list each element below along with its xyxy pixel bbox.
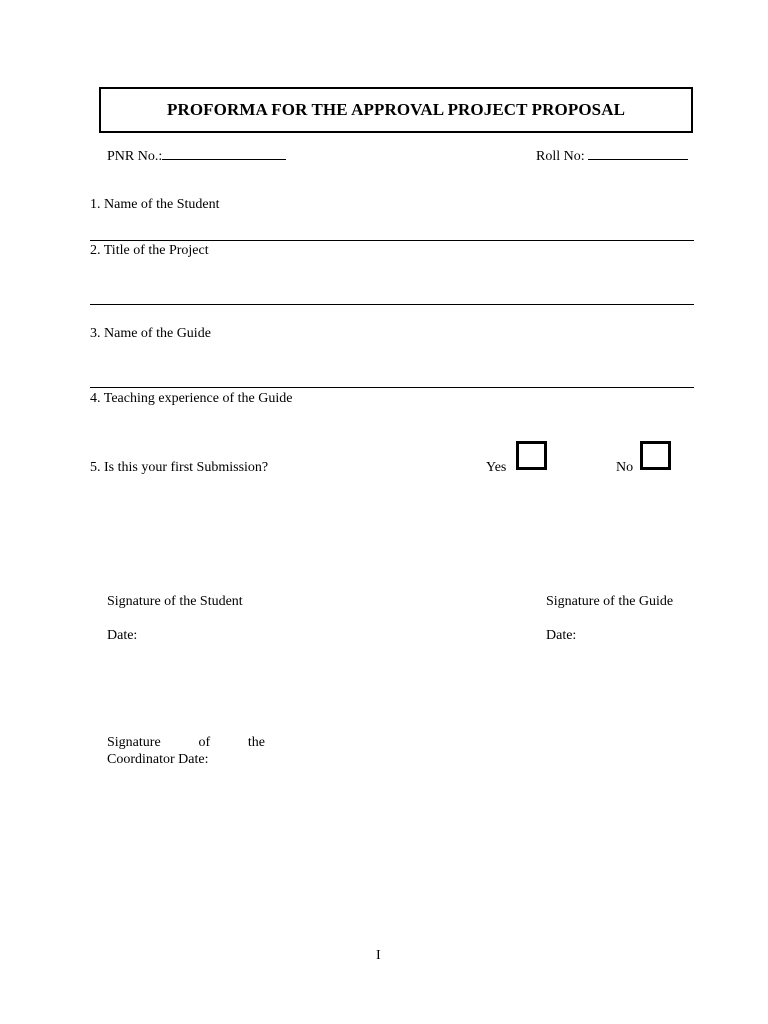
coordinator-signature-line1 (107, 735, 265, 751)
coordinator-date-label: Coordinator Date: (107, 752, 209, 767)
no-option-label: No (616, 460, 634, 475)
form-title: PROFORMA FOR THE APPROVAL PROJECT PROPOSAL (166, 100, 626, 119)
guide-name-label: 3. Name of the Guide (90, 326, 211, 341)
pnr-label: PNR No.: (107, 149, 163, 164)
guide-name-line[interactable] (90, 387, 694, 388)
guide-signature-label: Signature of the Guide (546, 594, 674, 609)
student-signature-label: Signature of the Student (107, 594, 243, 609)
coordinator-word-of: of (198, 735, 211, 750)
guide-date-label: Date: (546, 628, 577, 643)
pnr-field (107, 146, 286, 165)
student-date-label: Date: (107, 628, 138, 643)
roll-field (536, 146, 688, 165)
student-name-label: 1. Name of the Student (90, 197, 220, 212)
roll-blank-line[interactable] (588, 146, 688, 160)
roll-label: Roll No: (536, 149, 585, 164)
project-title-line[interactable] (90, 304, 694, 305)
pnr-blank-line[interactable] (162, 146, 286, 160)
page-number: I (376, 948, 381, 963)
yes-option-label: Yes (486, 460, 507, 475)
first-submission-label: 5. Is this your first Submission? (90, 460, 269, 475)
coordinator-word-the: the (247, 735, 265, 750)
student-name-line[interactable] (90, 240, 694, 241)
form-title-box (99, 87, 693, 133)
yes-checkbox[interactable] (516, 441, 547, 470)
teaching-experience-label: 4. Teaching experience of the Guide (90, 391, 293, 406)
project-title-label: 2. Title of the Project (90, 243, 209, 258)
no-checkbox[interactable] (640, 441, 671, 470)
coordinator-word-signature: Signature (107, 735, 161, 750)
